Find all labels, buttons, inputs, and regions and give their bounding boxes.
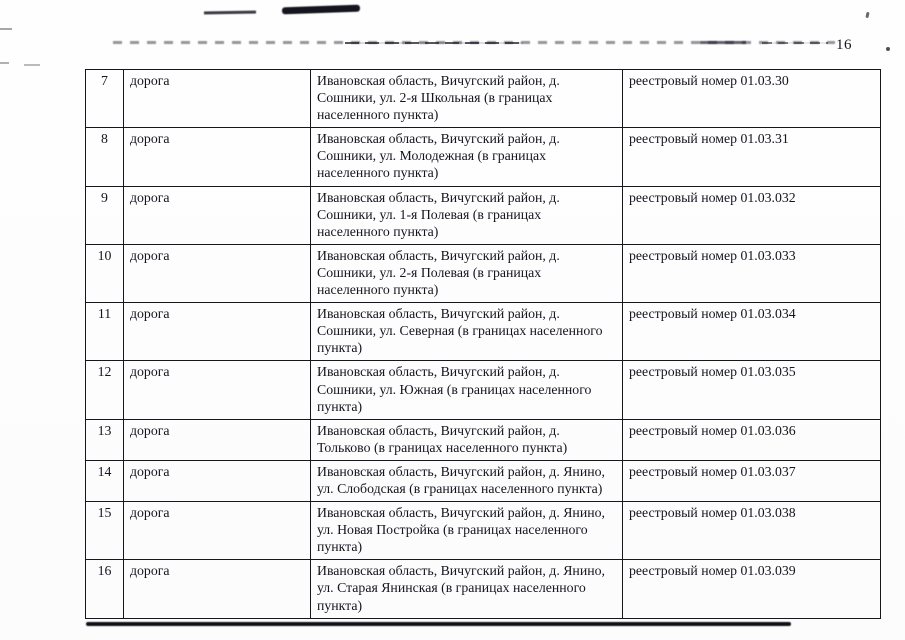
registry-number-cell: реестровый номер 01.03.036 xyxy=(623,419,881,460)
row-number-cell: 10 xyxy=(86,244,124,302)
location-cell: Ивановская область, Вичугский район, д. Янино, ул. Старая Янинская (в границах населенного пункта) xyxy=(311,560,623,618)
object-type-cell: дорога xyxy=(124,244,311,302)
location-cell: Ивановская область, Вичугский район, д. Сошники, ул. 1-я Полевая (в границах населенного пункта) xyxy=(311,186,623,244)
row-number-cell: 8 xyxy=(86,128,124,186)
scan-artifact-dashed-line xyxy=(762,42,828,44)
table-row xyxy=(86,502,881,560)
row-number-cell: 12 xyxy=(86,361,124,419)
registry-number-cell: реестровый номер 01.03.038 xyxy=(623,502,881,560)
registry-number-cell: реестровый номер 01.03.034 xyxy=(623,303,881,361)
row-number-cell: 13 xyxy=(86,419,124,460)
location-cell: Ивановская область, Вичугский район, д. Сошники, ул. 2-я Школьная (в границах населенного пункта) xyxy=(311,70,623,128)
registry-number-cell: реестровый номер 01.03.032 xyxy=(623,186,881,244)
object-type-cell: дорога xyxy=(124,303,311,361)
location-cell: Ивановская область, Вичугский район, д. Сошники, ул. 2-я Полевая (в границах населенного пункта) xyxy=(311,244,623,302)
row-number-cell: 11 xyxy=(86,303,124,361)
scan-artifact-margin-mark xyxy=(0,62,9,64)
location-cell: Ивановская область, Вичугский район, д. Янино, ул. Новая Постройка (в границах населенного пункта) xyxy=(311,502,623,560)
scan-smudge xyxy=(282,5,360,15)
scan-artifact-dashed-line xyxy=(113,41,835,44)
table-row xyxy=(86,303,881,361)
location-cell: Ивановская область, Вичугский район, д. Сошники, ул. Южная (в границах населенного пункта) xyxy=(311,361,623,419)
table-row xyxy=(86,128,881,186)
registry-number-cell: реестровый номер 01.03.30 xyxy=(623,70,881,128)
scan-artifact-bottom-line xyxy=(86,622,791,626)
table-row xyxy=(86,70,881,128)
row-number-cell: 9 xyxy=(86,186,124,244)
location-cell: Ивановская область, Вичугский район, д. Сошники, ул. Молодежная (в границах населенного пункта) xyxy=(311,128,623,186)
row-number-cell: 14 xyxy=(86,460,124,501)
registry-number-cell: реестровый номер 01.03.039 xyxy=(623,560,881,618)
scan-artifact-dashed-line xyxy=(700,41,746,44)
row-number-cell: 15 xyxy=(86,502,124,560)
page-number: 16 xyxy=(836,37,852,53)
table-row xyxy=(86,560,881,618)
table-row xyxy=(86,186,881,244)
registry-number-cell: реестровый номер 01.03.035 xyxy=(623,361,881,419)
location-cell: Ивановская область, Вичугский район, д. Сошники, ул. Северная (в границах населенного пункта) xyxy=(311,303,623,361)
registry-number-cell: реестровый номер 01.03.31 xyxy=(623,128,881,186)
row-number-cell: 16 xyxy=(86,560,124,618)
table-row xyxy=(86,460,881,501)
scan-smudge xyxy=(204,11,256,15)
object-type-cell: дорога xyxy=(124,460,311,501)
scan-artifact-margin-mark xyxy=(0,28,12,30)
location-cell: Ивановская область, Вичугский район, д. Янино, ул. Слободская (в границах населенного пункта) xyxy=(311,460,623,501)
row-number-cell: 7 xyxy=(86,70,124,128)
object-type-cell: дорога xyxy=(124,361,311,419)
scan-speck xyxy=(886,47,890,51)
object-type-cell: дорога xyxy=(124,560,311,618)
object-type-cell: дорога xyxy=(124,70,311,128)
object-type-cell: дорога xyxy=(124,502,311,560)
registry-number-cell: реестровый номер 01.03.033 xyxy=(623,244,881,302)
table-body xyxy=(86,70,881,619)
location-cell: Ивановская область, Вичугский район, д. Тольково (в границах населенного пункта) xyxy=(311,419,623,460)
object-type-cell: дорога xyxy=(124,186,311,244)
scan-artifact-margin-mark xyxy=(24,64,40,66)
table-row xyxy=(86,419,881,460)
table-row xyxy=(86,244,881,302)
object-type-cell: дорога xyxy=(124,128,311,186)
scan-speck xyxy=(865,12,869,18)
registry-number-cell: реестровый номер 01.03.037 xyxy=(623,460,881,501)
roads-registry-table xyxy=(85,69,881,619)
object-type-cell: дорога xyxy=(124,419,311,460)
table-row xyxy=(86,361,881,419)
scan-artifact-dashed-line xyxy=(345,42,523,44)
